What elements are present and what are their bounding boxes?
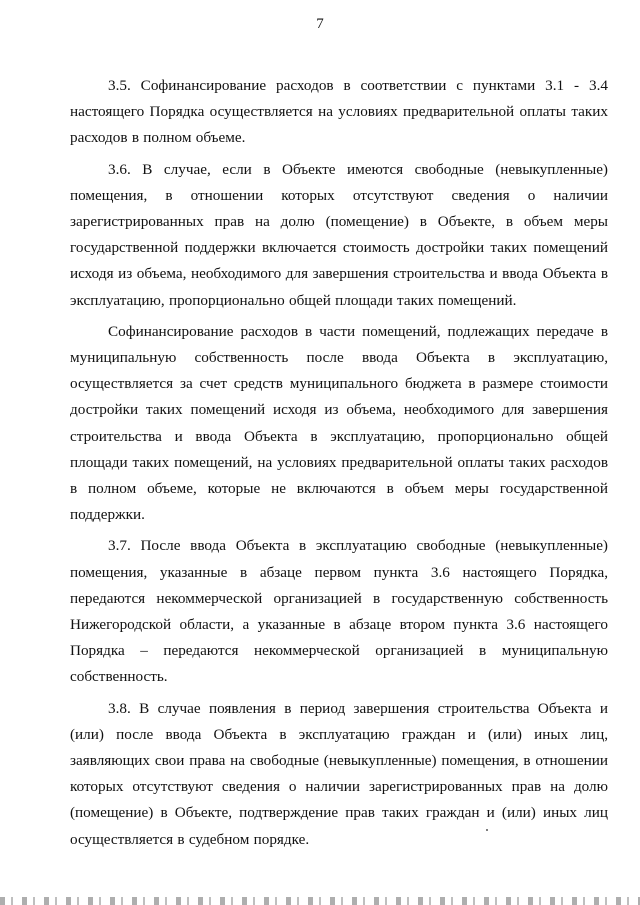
scan-bottom-edge [0, 897, 640, 905]
paragraph-3-6-cofinancing: Софинансирование расходов в части помещений, подлежащих передаче в муниципальную собственность после ввода Объекта в эксплуатацию, осуществляется за счет средств муниципального бюджета в размере стоимости достройки таких помещений исходя из объема, необходимого для завершения строительства и ввода Объекта в эксплуатацию, пропорционально общей площади таких помещений, на условиях предварительной оплаты таких расходов в полном объеме, которые не включаются в объем меры государственной поддержки. [70, 322, 608, 524]
scan-speck [486, 829, 488, 831]
page-number: 7 [316, 16, 324, 32]
document-body [70, 73, 608, 858]
paragraph-3-8: 3.8. В случае появления в период завершения строительства Объекта и (или) после ввода Объекта в эксплуатацию граждан и (или) иных лиц, заявляющих свои права на свободные (невыкупленные) помещения, в отношении которых отсутствуют сведения о наличии зарегистрированных прав на долю (помещение) в Объекте, подтверждение прав таких граждан и (или) иных лиц осуществляется в судебном порядке. [70, 699, 608, 848]
paragraph-3-5: 3.5. Софинансирование расходов в соответствии с пунктами 3.1 - 3.4 настоящего Порядка осуществляется на условиях предварительной оплаты таких расходов в полном объеме. [70, 77, 608, 147]
paragraph-3-7: 3.7. После ввода Объекта в эксплуатацию свободные (невыкупленные) помещения, указанные в абзаце первом пункта 3.6 настоящего Порядка, передаются некоммерческой организацией в государственную собственность Нижегородской области, а указанные в абзаце втором пункта 3.6 настоящего Порядка – передаются некоммерческой организацией в муниципальную собственность. [70, 537, 608, 686]
paragraph-3-6: 3.6. В случае, если в Объекте имеются свободные (невыкупленные) помещения, в отношении которых отсутствуют сведения о наличии зарегистрированных прав на долю (помещение) в Объекте, в объем меры государственной поддержки включается стоимость достройки таких помещений исходя из объема, необходимого для завершения строительства и ввода Объекта в эксплуатацию, пропорционально общей площади таких помещений. [70, 160, 608, 309]
